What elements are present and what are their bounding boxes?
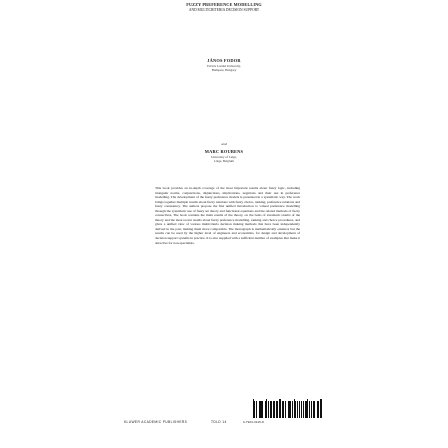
cover-footer	[0, 418, 448, 448]
barcode-bar	[309, 401, 310, 418]
barcode-bar	[318, 401, 320, 418]
barcode-bar	[289, 401, 291, 418]
barcode-bar	[266, 399, 267, 418]
barcode-bar	[285, 401, 286, 418]
isbn-number: 0-7923-3116-8	[243, 420, 264, 424]
series-title: FUZZY PREFERENCE MODELLING	[186, 2, 262, 7]
barcode-bar	[271, 401, 272, 418]
barcode-bar	[254, 401, 255, 418]
barcode-bar	[261, 401, 263, 418]
book-abstract: This book provides an in-depth coverage of the most important results about fuzzy logic, including triangular norms, conjunctions, disjunctions, implications, negations and their use in preference modelling. The development of the fuzzy preference models is presented in a systematic way. The work brings together multiple results about fuzzy relations with fuzzy choice, ranking, preference relations and fuzzy consistency. The authors propose the first unified introduction to valued preference modelling through the systematic use of fuzzy set theory and functional equations and the related methods of fuzzy connectives. The book contains the main results of the theory, on the basis of axiomatic results of the theory and the most recent results about fuzzy preference modelling, ranking and choice procedures, and gives a unified view of various multicriteria decision making methods that have been independently derived in the past, making them more comparable. The monograph is mathematically oriented, but the results can be used by the higher level of engineers and economists, for design and development of decision support systems in practice. It is also supplied with a sufficient number of examples that make it attractive for non-specialists.	[155, 186, 300, 245]
barcode	[253, 399, 323, 418]
barcode-bar	[273, 401, 274, 418]
barcode-bar	[277, 401, 278, 418]
and-connector: and	[221, 142, 227, 146]
publisher-name: KLUWER ACADEMIC PUBLISHERS	[124, 420, 188, 424]
author-affiliation-1-line-1: Eötvös Loránd University,	[207, 64, 241, 68]
barcode-bar	[320, 399, 321, 418]
barcode-bar	[314, 401, 315, 418]
barcode-bar	[313, 401, 314, 418]
barcode-bar	[301, 401, 302, 418]
author-affiliation-2-line-1: University of Liège,	[211, 155, 237, 159]
barcode-bar	[292, 401, 293, 418]
author-affiliation-1	[0, 65, 448, 73]
author-name-1: JÁNOS FODOR	[207, 58, 241, 63]
barcode-bar	[295, 401, 296, 418]
barcode-bar	[268, 401, 269, 418]
isbn-block	[243, 399, 323, 425]
barcode-bar	[297, 401, 298, 418]
barcode-bar	[279, 399, 281, 418]
barcode-bar	[283, 401, 284, 418]
barcode-bar	[307, 399, 308, 418]
barcode-bar	[303, 401, 304, 418]
author-affiliation-1-line-2: Budapest, Hungary	[211, 67, 237, 72]
author-name-2: MARC ROUBENS	[204, 149, 244, 154]
author-affiliation-2-line-2: Liège, Belgium	[214, 158, 234, 163]
volume-number: TDLD 14	[211, 420, 227, 424]
barcode-bar	[256, 401, 257, 418]
series-subtitle: AND MULTICRITERIA DECISION SUPPORT	[188, 8, 260, 12]
author-affiliation-2	[0, 156, 448, 164]
barcode-bar	[260, 401, 261, 418]
